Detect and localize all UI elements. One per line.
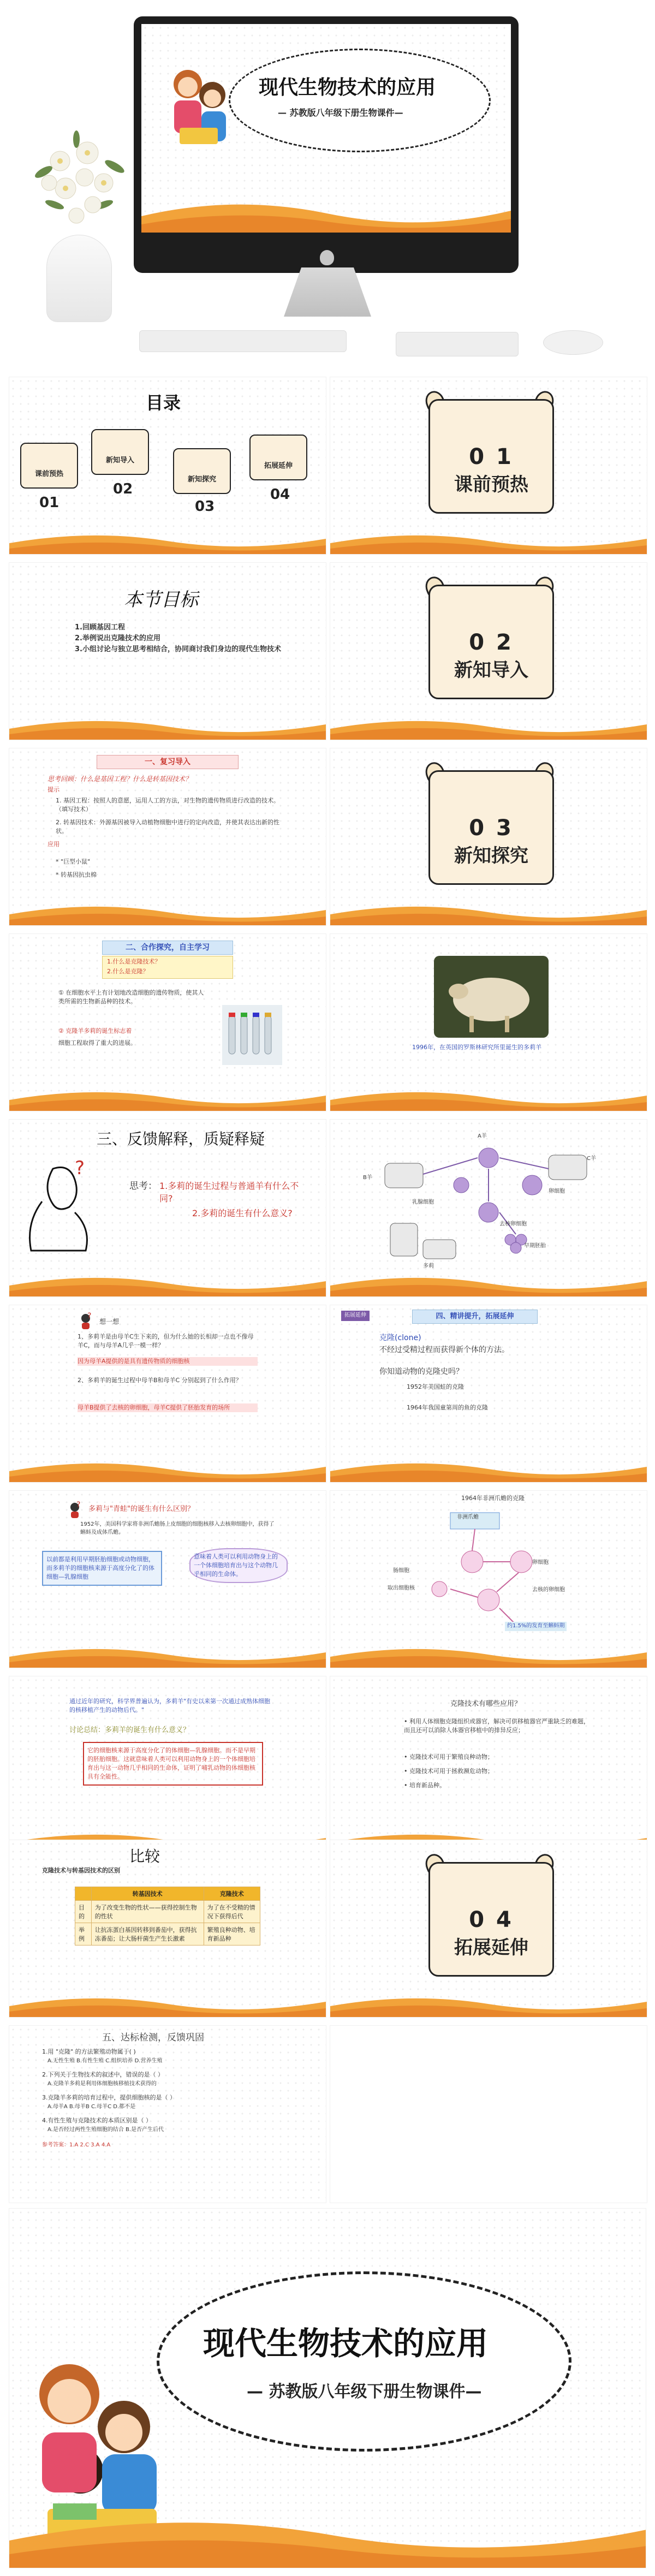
slide-wave xyxy=(9,1271,326,1296)
benefits-title: 克隆技术有哪些应用？ xyxy=(450,1700,522,1708)
slide-wave xyxy=(330,1992,647,2017)
slide-section-3 xyxy=(330,748,647,926)
frog-label-2: 卵细胞 xyxy=(532,1560,549,1566)
compare-paragraph: 1952年，美国科学家将非洲爪蟾肠上皮细胞的细胞核移入去核卵细胞中，获得了蝌蚪及成体爪蟾。 xyxy=(80,1521,275,1536)
slide-wave xyxy=(9,1457,326,1482)
qa-a2: 母羊B提供了去核的卵细胞，母羊C提供了胚胎发育的场所 xyxy=(78,1403,258,1412)
diagram-label-7: 早期胚胎 xyxy=(524,1243,546,1249)
apple-logo-icon xyxy=(320,250,334,265)
toc-card-1: 课前预热 xyxy=(20,443,78,489)
review-header: 一、复习导入 xyxy=(97,755,239,769)
compare-subtitle: 克隆技术与转基因技术的区别 xyxy=(42,1867,120,1874)
frog-label-3: 肠细胞 xyxy=(393,1568,409,1574)
closing-subtitle: — 苏教版八年级下册生物课件— xyxy=(247,2382,482,2401)
goal-2: 2.举例说出克隆技术的应用 xyxy=(75,634,160,642)
slide-sheep xyxy=(330,933,647,1111)
table-header-cell: 克隆技术 xyxy=(204,1887,260,1901)
exercise-q1: 1.用 "克隆" 的方法繁殖动物属于( ) xyxy=(42,2048,136,2055)
trackpad xyxy=(396,332,519,356)
monitor-screen xyxy=(141,24,511,233)
slide-toc xyxy=(9,377,326,555)
exercise-q4: 4.有性生殖与克隆技术的本质区别是（ ） xyxy=(42,2117,152,2124)
section-card: 0 3 新知探究 xyxy=(428,770,554,885)
section-card: 0 1 课前预热 xyxy=(428,399,554,514)
exercise-q3: 3.克隆羊多莉的培育过程中，提供细胞核的是（ ） xyxy=(42,2094,176,2101)
toc-card-3: 新知探究 xyxy=(173,448,231,494)
frog-label-6: 约1.5%的发育至蝌蚪期 xyxy=(505,1622,567,1631)
keyboard xyxy=(139,330,347,352)
expand-badge: 拓展延伸 xyxy=(341,1311,370,1321)
slide-wave xyxy=(330,1643,647,1668)
dolly-sheep-photo xyxy=(434,956,549,1038)
svg-text:?: ? xyxy=(87,1312,92,1320)
explore-question-box: 1.什么是克隆技术？ 2.什么是克隆？ xyxy=(102,956,233,979)
slide-blank xyxy=(330,2025,647,2203)
hero-title: 现代生物技术的应用 xyxy=(259,76,436,99)
diagram-label-5: 乳腺细胞 xyxy=(412,1199,434,1205)
qa-title: 想一想 xyxy=(99,1318,120,1325)
slide-review xyxy=(9,748,326,926)
question-person-icon xyxy=(67,1501,83,1519)
slide-explore xyxy=(9,933,326,1111)
qa-q2: 2、多莉羊的诞生过程中母羊B和母羊C 分别起到了什么作用？ xyxy=(78,1377,242,1384)
monitor-stand xyxy=(284,267,371,317)
benefit-3: • 克隆技术可用于拯救濒危动物； xyxy=(404,1768,493,1775)
toc-num-1: 01 xyxy=(39,495,59,511)
dolly-cloning-diagram xyxy=(352,1125,625,1267)
slide-goals xyxy=(9,562,326,740)
review-question: 思考回顾：什么是基因工程？什么是转基因技术？ xyxy=(47,775,192,783)
review-b1: * "巨型小鼠" xyxy=(56,858,91,865)
frog-title: 1964年非洲爪蟾的克隆 xyxy=(461,1495,525,1502)
table-header-row xyxy=(75,1887,260,1901)
slide-wave xyxy=(9,1992,326,2017)
closing-wave xyxy=(9,2508,646,2568)
toc-card-4: 拓展延伸 xyxy=(249,435,307,480)
mouse xyxy=(543,330,603,355)
frog-label-1: 非洲爪蟾 xyxy=(457,1514,479,1520)
slide-discussion xyxy=(9,1676,326,1854)
slide-section-1 xyxy=(330,377,647,555)
reflect-think: 思考： xyxy=(129,1181,157,1192)
exercise-q1-options: A.无性生殖 B.有性生殖 C.组织培养 D.营养生殖 xyxy=(47,2058,163,2064)
explore-header: 二、合作探究，自主学习 xyxy=(102,941,233,955)
table-header-cell: 转基因技术 xyxy=(91,1887,204,1901)
table-row xyxy=(75,1923,260,1946)
diagram-label-2: B羊 xyxy=(363,1175,372,1181)
thinking-woman-illustration xyxy=(20,1158,97,1256)
explore-a3: 细胞工程取得了重大的进展。 xyxy=(58,1039,136,1046)
reflect-title: 三、反馈解释，质疑释疑 xyxy=(97,1130,265,1148)
slide-wave xyxy=(330,715,647,740)
expand-e1: 1952年美国蛙的克隆 xyxy=(407,1383,464,1390)
review-b2: * 转基因抗虫棉 xyxy=(56,871,97,878)
test-tubes-image xyxy=(222,1005,282,1065)
hero-subtitle: — 苏教版八年级下册生物课件— xyxy=(278,108,403,118)
slide-exercise xyxy=(9,2025,326,2203)
kids-illustration xyxy=(163,62,234,155)
slide-qa xyxy=(9,1305,326,1483)
benefit-1: • 利用人体细胞克隆组织或器官，解决可供移植器官严重缺乏的难题，而且还可以消除人体器官移植中的排异反应； xyxy=(404,1718,590,1734)
section-card: 0 2 新知导入 xyxy=(428,585,554,699)
frog-cloning-diagram xyxy=(379,1507,598,1638)
review-p1: 1. 基因工程：按照人的意愿，运用人工的方法，对生物的遗传物质进行改造的技术。（填写技术） xyxy=(56,797,279,813)
goal-1: 1.回顾基因工程 xyxy=(75,623,125,632)
goals-title: 本节目标 xyxy=(124,589,198,611)
slide-benefits xyxy=(330,1676,647,1854)
frog-label-4: 取出细胞核 xyxy=(388,1585,415,1591)
table-cell: 为了改变生物的性状——获得控制生物的性状 xyxy=(91,1901,204,1923)
diagram-label-3: C羊 xyxy=(587,1156,596,1162)
slide-wave xyxy=(9,529,326,554)
exercise-q3-options: A.母羊A B.母羊B C.母羊C D.都不是 xyxy=(47,2104,136,2110)
diagram-label-8: 多莉 xyxy=(423,1263,434,1269)
svg-text:?: ? xyxy=(75,1158,85,1179)
slide-section-2 xyxy=(330,562,647,740)
toc-title: 目录 xyxy=(146,392,181,413)
table-header-cell xyxy=(75,1887,92,1901)
expand-question: 你知道动物的克隆史吗？ xyxy=(379,1367,463,1376)
goal-3: 3.小组讨论与独立思考相结合，协同商讨我们身边的现代生物技术 xyxy=(75,645,281,653)
closing-title: 现代生物技术的应用 xyxy=(203,2325,489,2362)
table-row xyxy=(75,1901,260,1923)
hero-mockup xyxy=(0,0,655,371)
exercise-answers: 参考答案：1.A 2.C 3.A 4.A xyxy=(42,2142,111,2148)
slide-compare-table xyxy=(9,1840,326,2018)
slide-frog-cloning xyxy=(330,1490,647,1668)
benefit-4: • 培育新品种。 xyxy=(404,1782,445,1789)
benefit-2: • 克隆技术可用于繁殖良种动物； xyxy=(404,1753,493,1760)
compare-question: 多莉与"青蛙"的诞生有什么区别？ xyxy=(88,1505,194,1513)
slide-wave xyxy=(330,1457,647,1482)
review-p2: 2. 转基因技术：外源基因被导入动植物细胞中进行的定向改造，并使其表达出新的性状。 xyxy=(56,819,279,835)
exercise-q2-option: A.克隆羊多莉是利用体细胞核移植技术获得的 xyxy=(47,2081,157,2087)
slide-reflect xyxy=(9,1119,326,1297)
compare-title: 比较 xyxy=(129,1847,160,1865)
toc-num-4: 04 xyxy=(270,486,290,503)
expand-term: 克隆(clone) xyxy=(379,1334,421,1342)
toc-num-2: 02 xyxy=(113,481,133,497)
flower-vase-decoration xyxy=(22,123,136,243)
vase xyxy=(46,235,112,322)
reflect-q1: 1.多莉的诞生过程与普通羊有什么不同? xyxy=(159,1181,299,1204)
qa-q1: 1、多莉羊是由母羊C生下来的，但为什么她的长相却一点也不像母羊C，而与母羊A几乎一模一样？ xyxy=(78,1333,254,1349)
diagram-label-4: 卵细胞 xyxy=(549,1188,565,1194)
slide-wave xyxy=(9,715,326,740)
diagram-label-6: 去核卵细胞 xyxy=(499,1221,527,1227)
section-card: 0 4 拓展延伸 xyxy=(428,1862,554,1977)
qa-a1: 因为母羊A提供的是具有遗传物质的细胞核 xyxy=(78,1357,258,1366)
discussion-answer: 它的细胞核来源于高度分化了的体细胞—乳腺细胞。而不是早期的胚胎细胞。这就意味着人类可以利用动物身上的一个体细胞培育出与这一动物几乎相同的生命体，证明了哺乳动物的体细胞核具有全能性。 xyxy=(83,1742,263,1786)
expand-definition: 不经过受精过程而获得新个体的方法。 xyxy=(379,1346,509,1354)
slide-wave xyxy=(9,900,326,925)
slide-compare-question xyxy=(9,1490,326,1668)
compare-table xyxy=(75,1887,260,1946)
monitor xyxy=(134,16,519,273)
toc-card-2: 新知导入 xyxy=(91,429,149,475)
slide-wave xyxy=(330,900,647,925)
table-cell: 为了在不受精的情况下获得后代 xyxy=(204,1901,260,1923)
explore-a2: ② 克隆羊多莉的诞生标志着 xyxy=(58,1027,132,1034)
table-cell: 繁殖良种动物、培育新品种 xyxy=(204,1923,260,1946)
expand-header: 四、精讲提升，拓展延伸 xyxy=(412,1310,538,1324)
diagram-label-1: A羊 xyxy=(478,1133,487,1139)
slide-wave xyxy=(9,1086,326,1111)
review-hint: 提示 xyxy=(47,786,59,793)
slide-section-4 xyxy=(330,1840,647,2018)
sheep-caption: 1996年，在英国的罗斯林研究所里诞生的多莉羊 xyxy=(412,1044,541,1051)
table-cell: 目的 xyxy=(75,1901,92,1923)
compare-box-1: 以前都是利用早期胚胎细胞或动物细胞，而多莉羊的细胞核来源于高度分化了的体细胞—乳腺细胞 xyxy=(42,1551,162,1586)
table-cell: 举例 xyxy=(75,1923,92,1946)
frog-label-5: 去核的卵细胞 xyxy=(532,1587,565,1593)
svg-text:?: ? xyxy=(76,1501,81,1509)
toc-num-3: 03 xyxy=(195,498,215,515)
expand-e2: 1964年我国童第周的鱼的克隆 xyxy=(407,1404,488,1411)
slide-wave xyxy=(9,1643,326,1668)
reflect-q2: 2.多莉的诞生有什么意义? xyxy=(192,1208,293,1218)
table-cell: 让抗冻蛋白基因转移到番茄中，获得抗冻番茄；让大肠杆菌生产生长激素 xyxy=(91,1923,204,1946)
exercise-title: 五、达标检测，反馈巩固 xyxy=(102,2032,204,2043)
discussion-p1: 通过近年的研究，科学界普遍认为，多莉羊"有史以来第一次通过成熟体细胞的核移植产生的动物后代。" xyxy=(69,1698,271,1714)
slide-wave xyxy=(330,1271,647,1296)
exercise-q4-options: A.是否经过两性生殖细胞的结合 B.是否产生后代 xyxy=(47,2127,164,2133)
question-person-icon xyxy=(78,1312,94,1330)
slide-wave xyxy=(330,1086,647,1111)
slide-expand xyxy=(330,1305,647,1483)
closing-slide xyxy=(9,2208,646,2568)
review-note: 应用 xyxy=(47,841,59,848)
screen-wave xyxy=(141,194,511,233)
explore-a1: ① 在细胞水平上有计划地改造细胞的遗传物质，使其人类所需的生物新品种的技术。 xyxy=(58,989,204,1005)
slide-wave xyxy=(330,529,647,554)
discussion-question: 讨论总结：多莉羊的诞生有什么意义？ xyxy=(69,1726,190,1734)
slide-cloning-diagram xyxy=(330,1119,647,1297)
exercise-q2: 2.下列关于生物技术的叙述中，错误的是（ ） xyxy=(42,2071,164,2078)
title-cloud xyxy=(229,49,491,152)
compare-box-2: 意味着人类可以利用动物身上的一个体细胞培育出与这个动物几乎相同的生命体。 xyxy=(189,1548,288,1583)
